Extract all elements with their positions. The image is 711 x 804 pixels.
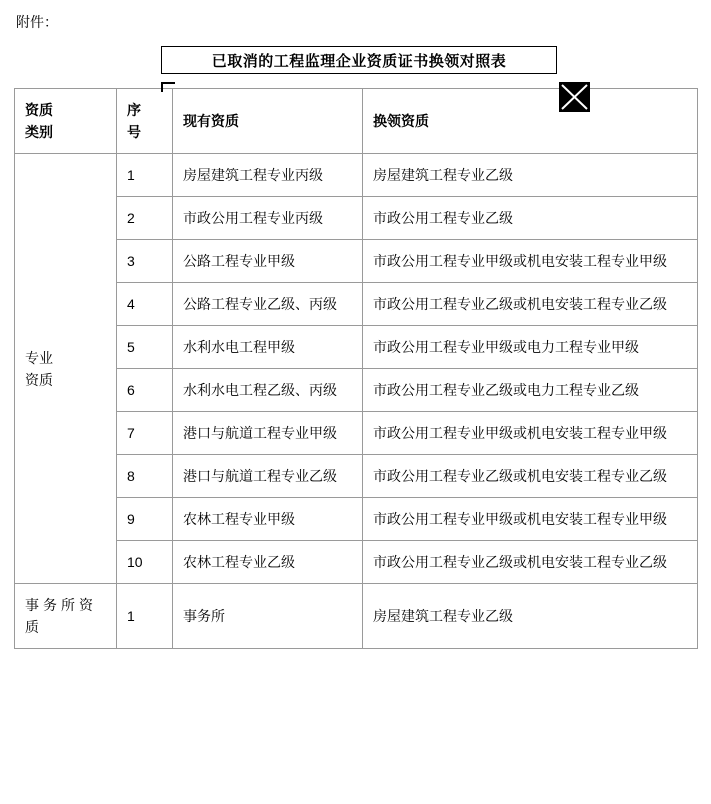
current-qualification: 农林工程专业乙级 <box>173 541 363 584</box>
column-header-exchanged: 换领资质 <box>363 89 698 154</box>
exchanged-qualification: 市政公用工程专业乙级或机电安装工程专业乙级 <box>363 283 698 326</box>
column-header-number <box>117 89 173 154</box>
row-number: 10 <box>117 541 173 584</box>
category-cell-professional <box>15 154 117 584</box>
row-number: 4 <box>117 283 173 326</box>
exchanged-qualification: 市政公用工程专业甲级或电力工程专业甲级 <box>363 326 698 369</box>
exchanged-qualification: 市政公用工程专业甲级或机电安装工程专业甲级 <box>363 240 698 283</box>
table-row <box>15 197 698 240</box>
table-row <box>15 455 698 498</box>
corner-bracket-top <box>161 82 175 84</box>
table-row <box>15 240 698 283</box>
current-qualification: 事务所 <box>173 584 363 649</box>
row-number: 7 <box>117 412 173 455</box>
x-cross-mark-icon <box>559 82 590 112</box>
row-number: 8 <box>117 455 173 498</box>
current-qualification: 公路工程专业乙级、丙级 <box>173 283 363 326</box>
category-cell-line1: 专业 <box>25 349 53 366</box>
current-qualification: 公路工程专业甲级 <box>173 240 363 283</box>
category-cell-firm: 事务所资质 <box>15 584 117 649</box>
row-number: 5 <box>117 326 173 369</box>
row-number: 6 <box>117 369 173 412</box>
page-title: 已取消的工程监理企业资质证书换领对照表 <box>211 52 507 70</box>
title-box <box>161 46 557 74</box>
current-qualification: 水利水电工程乙级、丙级 <box>173 369 363 412</box>
exchanged-qualification: 市政公用工程专业乙级或机电安装工程专业乙级 <box>363 541 698 584</box>
table-row <box>15 369 698 412</box>
row-number: 9 <box>117 498 173 541</box>
exchanged-qualification: 房屋建筑工程专业乙级 <box>363 154 698 197</box>
current-qualification: 市政公用工程专业丙级 <box>173 197 363 240</box>
corner-bracket-side <box>161 82 163 92</box>
table-row <box>15 283 698 326</box>
column-header-category-line2: 类别 <box>25 124 53 140</box>
column-header-number-line1: 序 <box>127 102 141 118</box>
exchanged-qualification: 市政公用工程专业乙级或机电安装工程专业乙级 <box>363 455 698 498</box>
exchanged-qualification: 市政公用工程专业甲级或机电安装工程专业甲级 <box>363 412 698 455</box>
exchanged-qualification: 市政公用工程专业甲级或机电安装工程专业甲级 <box>363 498 698 541</box>
column-header-category <box>15 89 117 154</box>
title-row <box>14 42 697 76</box>
attachment-label: 附件： <box>16 14 58 30</box>
row-number: 2 <box>117 197 173 240</box>
exchanged-qualification: 市政公用工程专业乙级 <box>363 197 698 240</box>
table-body <box>15 154 698 649</box>
row-number: 1 <box>117 154 173 197</box>
exchanged-qualification: 房屋建筑工程专业乙级 <box>363 584 698 649</box>
current-qualification: 港口与航道工程专业乙级 <box>173 455 363 498</box>
category-cell-line2: 资质 <box>25 371 53 388</box>
row-number: 1 <box>117 584 173 649</box>
table-row <box>15 584 698 649</box>
qualification-conversion-table <box>14 88 698 649</box>
current-qualification: 港口与航道工程专业甲级 <box>173 412 363 455</box>
row-number: 3 <box>117 240 173 283</box>
column-header-category-line1: 资质 <box>25 102 53 118</box>
current-qualification: 农林工程专业甲级 <box>173 498 363 541</box>
current-qualification: 房屋建筑工程专业丙级 <box>173 154 363 197</box>
column-header-current: 现有资质 <box>173 89 363 154</box>
table-row <box>15 326 698 369</box>
current-qualification: 水利水电工程甲级 <box>173 326 363 369</box>
table-row <box>15 541 698 584</box>
table-row <box>15 412 698 455</box>
table-row <box>15 498 698 541</box>
table-header-row <box>15 89 698 154</box>
column-header-number-line2: 号 <box>127 124 141 140</box>
table-row <box>15 154 698 197</box>
exchanged-qualification: 市政公用工程专业乙级或电力工程专业乙级 <box>363 369 698 412</box>
